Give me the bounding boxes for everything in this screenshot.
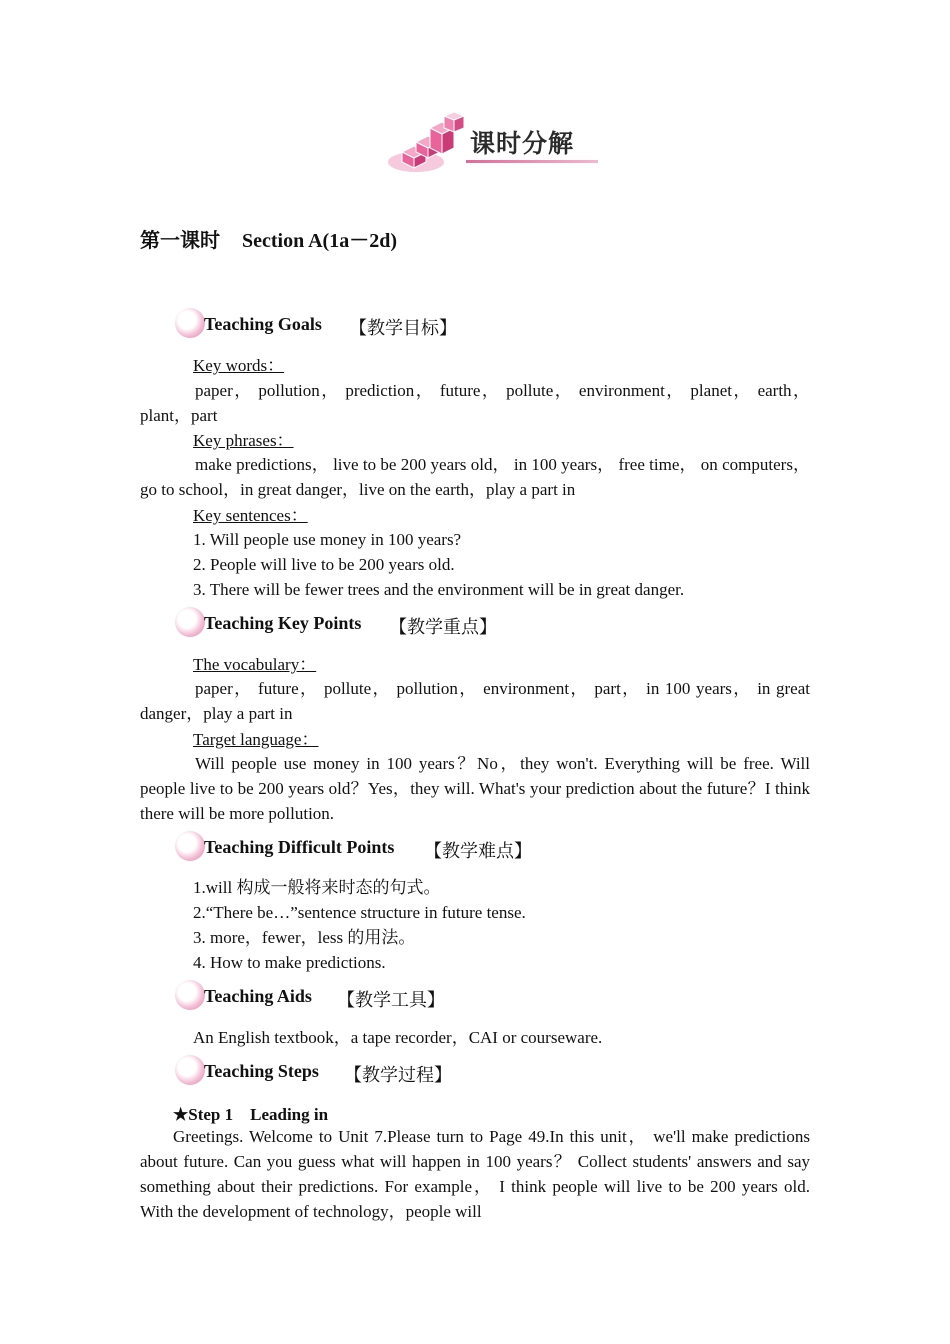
vocabulary-label: The vocabulary： — [193, 655, 317, 674]
heading-en: Teaching Steps — [204, 1061, 319, 1081]
heading-zh: 【教学难点】 — [424, 841, 532, 861]
bubble-icon — [175, 980, 205, 1010]
heading-en: Teaching Goals — [204, 314, 322, 334]
heading-zh: 【教学目标】 — [349, 318, 457, 338]
step-1-text: Greetings. Welcome to Unit 7.Please turn to Page 49.In this unit， we'll make predictions about future. Can you guess what will happen in 100 years？ Collect students' answers and say something about their predictions. For example， I think people will live to be 200 years old. With the development of technology，people will — [140, 1127, 810, 1221]
heading-en: Teaching Difficult Points — [204, 837, 395, 857]
list-item: 3. more，fewer，less 的用法。 — [193, 928, 416, 947]
bubble-icon — [175, 308, 205, 338]
list-item: 4. How to make predictions. — [193, 953, 386, 972]
list-item: 2. People will live to be 200 years old. — [193, 555, 455, 574]
list-item: 3. There will be fewer trees and the environment will be in great danger. — [193, 580, 685, 599]
section-banner — [386, 112, 601, 176]
key-words-label: Key words： — [193, 356, 285, 375]
bubble-icon — [175, 1055, 205, 1085]
vocabulary: paper， future， pollute， pollution， environment， part， in 100 years， in great danger，play a part in — [140, 679, 810, 723]
aids-text: An English textbook，a tape recorder，CAI or courseware. — [193, 1028, 603, 1047]
banner-underline — [466, 160, 598, 163]
heading-zh: 【教学重点】 — [389, 617, 497, 637]
lesson-title-cn: 第一课时 — [140, 230, 220, 252]
heading-zh: 【教学工具】 — [337, 990, 445, 1010]
key-phrases-label: Key phrases： — [193, 431, 294, 450]
list-item: 1. Will people use money in 100 years? — [193, 530, 462, 549]
lesson-section: Section A(1a－2d) — [242, 230, 397, 252]
step-1-title: ★Step 1 Leading in — [173, 1105, 329, 1124]
key-sentences-label: Key sentences： — [193, 506, 308, 525]
heading-zh: 【教学过程】 — [344, 1065, 452, 1085]
key-words: paper， pollution， prediction， future， pollute， environment， planet， earth，plant，part — [140, 381, 810, 425]
heading-en: Teaching Key Points — [204, 613, 362, 633]
banner-title: 课时分解 — [470, 129, 575, 158]
target-language: Will people use money in 100 years？No，they won't. Everything will be free. Will people live to be 200 years old？Yes，they will. What's your prediction about the future？I think there will be more pollution. — [140, 754, 810, 823]
bubble-icon — [175, 607, 205, 637]
key-phrases: make predictions， live to be 200 years old， in 100 years， free time， on computers，go to school，in great danger，live on the earth，play a part in — [140, 455, 810, 499]
cubes-logo-icon — [386, 112, 476, 176]
heading-en: Teaching Aids — [204, 986, 312, 1006]
list-item: 1.will 构成一般将来时态的句式。 — [193, 878, 441, 897]
bubble-icon — [175, 831, 205, 861]
lesson-title — [140, 224, 397, 253]
target-language-label: Target language： — [193, 730, 319, 749]
list-item: 2.“There be…”sentence structure in future tense. — [193, 903, 526, 922]
